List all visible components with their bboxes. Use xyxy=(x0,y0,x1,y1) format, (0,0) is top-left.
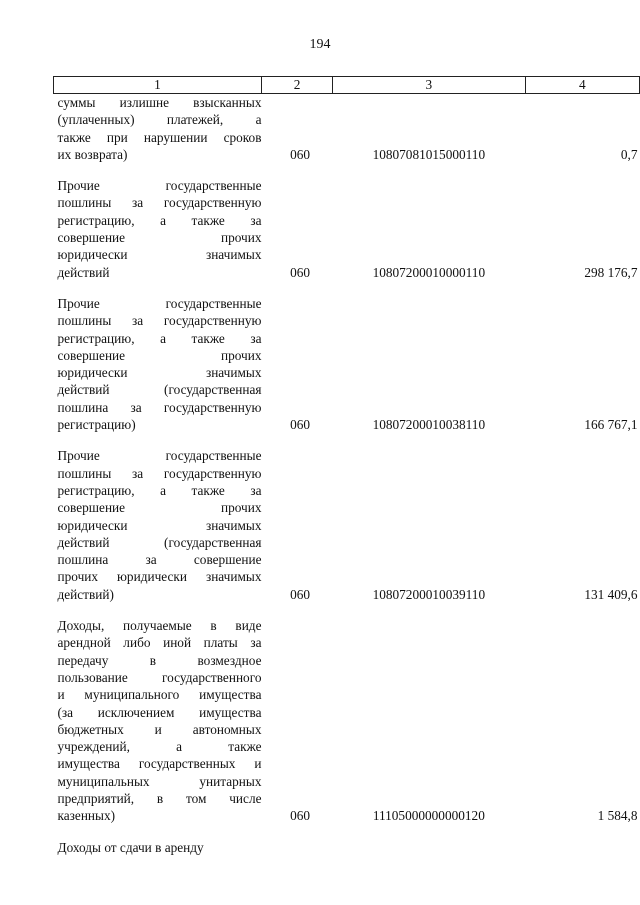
table-row xyxy=(54,617,640,825)
description-line: регистрацию, а также за xyxy=(57,482,262,498)
description-line: пошлины за государственную xyxy=(57,195,262,211)
spacer-cell xyxy=(333,433,525,447)
description-line: регистрацию, а также за xyxy=(57,212,262,228)
revenue-description xyxy=(54,447,262,603)
description-line: совершение прочих xyxy=(57,347,262,363)
amount: 166 767,1 xyxy=(584,417,638,433)
header-col-4: 4 xyxy=(525,77,639,94)
spacer-cell xyxy=(261,825,332,839)
spacer-cell xyxy=(261,281,332,295)
description-line: пользование государственного xyxy=(57,669,262,685)
admin-code: 060 xyxy=(290,586,311,602)
description-line: предприятий, в том числе xyxy=(57,790,262,806)
table-row xyxy=(54,295,640,433)
description-line: муниципальных унитарных xyxy=(57,773,262,789)
table-header xyxy=(54,77,640,94)
description-line: бюджетных и автономных xyxy=(57,721,262,737)
budget-classification-code: 10807200010039110 xyxy=(372,586,486,602)
description-line: Доходы от сдачи в аренду xyxy=(57,839,204,855)
amount xyxy=(525,839,639,856)
description-line: действий xyxy=(57,264,110,280)
description-line: и муниципального имущества xyxy=(57,687,262,703)
spacer-cell xyxy=(54,163,262,177)
admin-code: 060 xyxy=(290,264,311,280)
admin-code: 060 xyxy=(290,808,311,824)
revenue-description xyxy=(54,839,262,856)
amount: 131 409,6 xyxy=(584,586,638,602)
revenue-description xyxy=(54,617,262,825)
spacer-cell xyxy=(333,825,525,839)
amount: 298 176,7 xyxy=(584,264,638,280)
amount: 0,7 xyxy=(620,146,638,162)
admin-code xyxy=(261,839,332,856)
budget-classification-code: 10807200010000110 xyxy=(372,264,486,280)
description-line: действий) xyxy=(57,586,114,602)
description-line: регистрацию) xyxy=(57,417,136,433)
spacer-cell xyxy=(261,163,332,177)
budget-classification-code xyxy=(333,839,525,856)
spacer-cell xyxy=(54,433,262,447)
budget-classification-code: 11105000000000120 xyxy=(372,808,485,824)
description-line: юридически значимых xyxy=(57,365,262,381)
row-spacer xyxy=(54,433,640,447)
description-line: также при нарушении сроков xyxy=(57,129,262,145)
description-line: совершение прочих xyxy=(57,500,262,516)
spacer-cell xyxy=(333,281,525,295)
description-line: совершение прочих xyxy=(57,230,262,246)
spacer-cell xyxy=(525,603,639,617)
table-row xyxy=(54,447,640,603)
description-line: казенных) xyxy=(57,808,116,824)
description-line: суммы излишне взысканных xyxy=(57,95,262,110)
spacer-cell xyxy=(525,433,639,447)
admin-code: 060 xyxy=(290,417,311,433)
description-line: их возврата) xyxy=(57,146,128,162)
spacer-cell xyxy=(261,603,332,617)
row-spacer xyxy=(54,825,640,839)
page-number: 194 xyxy=(309,37,331,52)
description-line: юридически значимых xyxy=(57,247,262,263)
spacer-cell xyxy=(525,825,639,839)
spacer-cell xyxy=(54,603,262,617)
description-line: прочих юридически значимых xyxy=(57,569,262,585)
description-line: пошлины за государственную xyxy=(57,465,262,481)
header-col-3: 3 xyxy=(333,77,525,94)
description-line: регистрацию, а также за xyxy=(57,330,262,346)
description-line: действий (государственная xyxy=(57,382,262,398)
revenue-table xyxy=(53,76,640,856)
description-line: пошлина за государственную xyxy=(57,399,262,415)
spacer-cell xyxy=(333,603,525,617)
description-line: пошлины за государственную xyxy=(57,313,262,329)
revenue-description xyxy=(54,177,262,281)
table-row xyxy=(54,839,640,856)
spacer-cell xyxy=(525,281,639,295)
description-line: арендной либо иной платы за xyxy=(57,635,262,651)
description-line: Прочие государственные xyxy=(57,178,262,194)
spacer-cell xyxy=(333,163,525,177)
table-body xyxy=(54,94,640,856)
spacer-cell xyxy=(54,281,262,295)
row-spacer xyxy=(54,163,640,177)
table-row xyxy=(54,94,640,164)
amount: 1 584,8 xyxy=(597,808,638,824)
spacer-cell xyxy=(54,825,262,839)
table-row xyxy=(54,177,640,281)
header-col-1: 1 xyxy=(54,77,262,94)
description-line: юридически значимых xyxy=(57,517,262,533)
spacer-cell xyxy=(261,433,332,447)
description-line: имущества государственных и xyxy=(57,756,262,772)
budget-classification-code: 10807081015000110 xyxy=(372,146,486,162)
row-spacer xyxy=(54,603,640,617)
budget-classification-code: 10807200010038110 xyxy=(372,417,486,433)
description-line: учреждений, а также xyxy=(57,739,262,755)
description-line: пошлина за совершение xyxy=(57,552,262,568)
revenue-description xyxy=(54,295,262,433)
description-line: действий (государственная xyxy=(57,534,262,550)
description-line: Доходы, получаемые в виде xyxy=(57,618,262,634)
admin-code: 060 xyxy=(290,146,311,162)
description-line: Прочие государственные xyxy=(57,295,262,311)
row-spacer xyxy=(54,281,640,295)
description-line: (уплаченных) платежей, а xyxy=(57,112,262,128)
revenue-description xyxy=(54,94,262,164)
description-line: Прочие государственные xyxy=(57,448,262,464)
spacer-cell xyxy=(525,163,639,177)
description-line: (за исключением имущества xyxy=(57,704,262,720)
header-col-2: 2 xyxy=(261,77,332,94)
description-line: передачу в возмездное xyxy=(57,652,262,668)
